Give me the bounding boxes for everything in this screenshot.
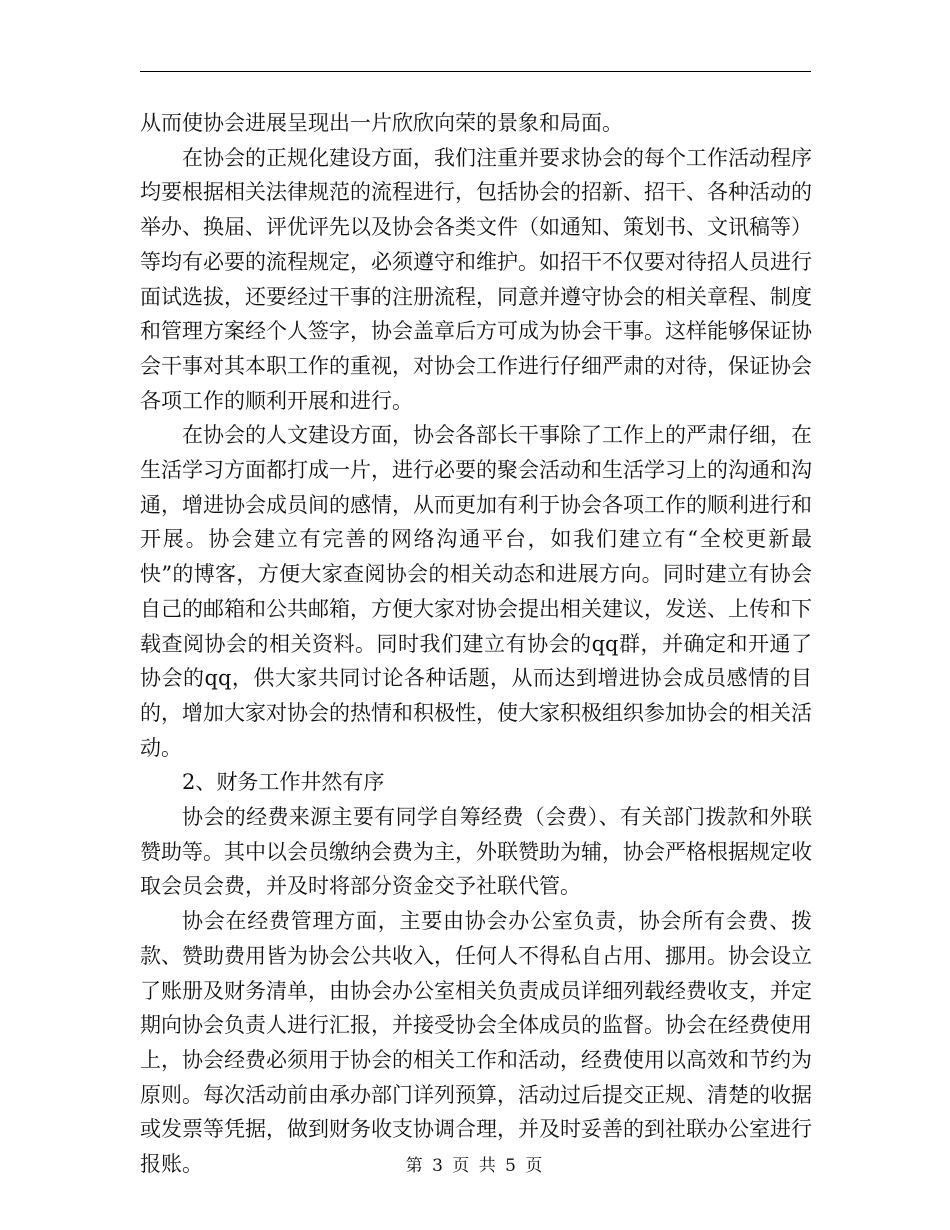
paragraph-funding-management: 协会在经费管理方面，主要由协会办公室负责，协会所有会费、拨款、赞助费用皆为协会公共收入，任何人不得私自占用、挪用。协会设立了账册及财务清单，由协会办公室相关负责成员详细列载经费收支，并定期向协会负责人进行汇报，并接受协会全体成员的监督。协会在经费使用上，协会经费必须用于协会的相关工作和活动，经费使用以高效和节约为原则。每次活动前由承办部门详列预算，活动过后提交正规、清楚的收据或发票等凭据，做到财务收支协调合理，并及时妥善的到社联办公室进行报账。 xyxy=(140,909,812,1177)
paragraph-humanities: 在协会的人文建设方面，协会各部长干事除了工作上的严肃仔细，在生活学习方面都打成一片，进行必要的聚会活动和生活学习上的沟通和沟通，增进协会成员间的感情，从而更加有利于协会各项工作的顺利进行和开展。协会建立有完善的网络沟通平台，如我们建立有“全校更新最快”的博客，方便大家查阅协会的相关动态和进展方向。同时建立有协会自己的邮箱和公共邮箱，方便大家对协会提出相关建议，发送、上传和下载查阅协会的相关资料。同时我们建立有协会的qq群，并确定和开通了协会的qq，供大家共同讨论各种话题，从而达到增进协会成员感情的目的，增加大家对协会的热情和积极性，使大家积极组织参加协会的相关活动。 xyxy=(140,423,812,760)
page-number-footer: 第 3 页 共 5 页 xyxy=(405,1156,545,1176)
document-body xyxy=(140,106,812,1182)
paragraph-continuation: 从而使协会进展呈现出一片欣欣向荣的景象和局面。 xyxy=(140,111,623,135)
section-heading-finance: 2、财务工作井然有序 xyxy=(182,770,385,795)
paragraph-standardization: 在协会的正规化建设方面，我们注重并要求协会的每个工作活动程序均要根据相关法律规范的流程进行，包括协会的招新、招干、各种活动的举办、换届、评优评先以及协会各类文件（如通知、策划书、文讯稿等）等均有必要的流程规定，必须遵守和维护。如招干不仅要对待招人员进行面试选拔，还要经过干事的注册流程，同意并遵守协会的相关章程、制度和管理方案经个人签字，协会盖章后方可成为协会干事。这样能够保证协会干事对其本职工作的重视，对协会工作进行仔细严肃的对待，保证协会各项工作的顺利开展和进行。 xyxy=(140,145,812,413)
paragraph-funding-sources: 协会的经费来源主要有同学自筹经费（会费）、有关部门拨款和外联赞助等。其中以会员缴纳会费为主，外联赞助为辅，协会严格根据规定收取会员会费，并及时将部分资金交予社联代管。 xyxy=(140,805,812,899)
header-rule xyxy=(140,71,811,72)
